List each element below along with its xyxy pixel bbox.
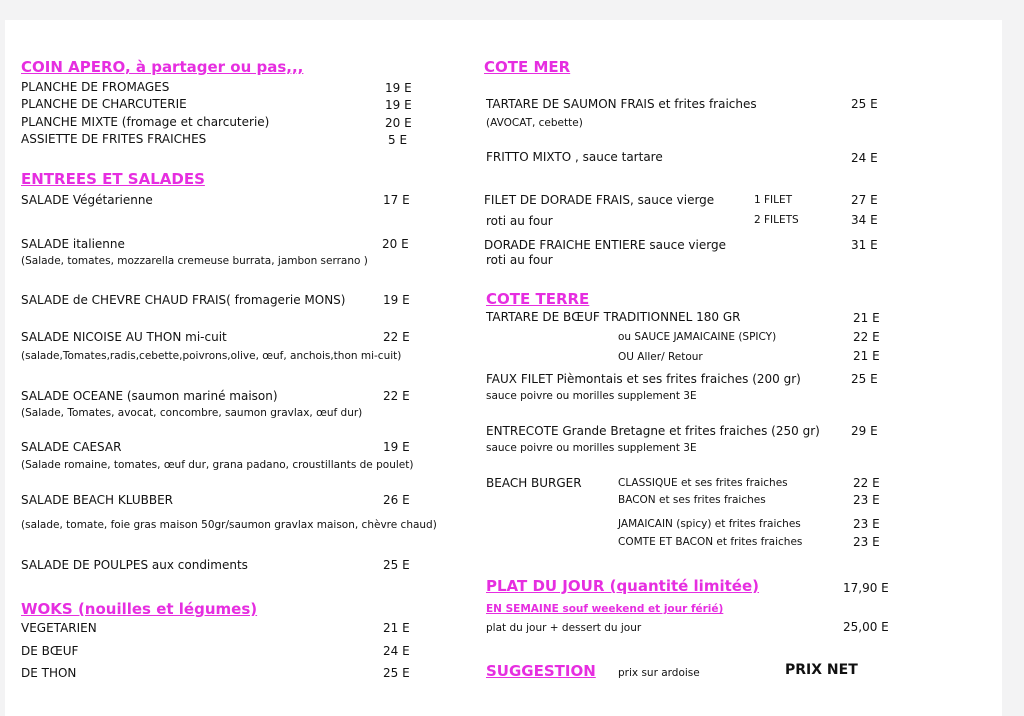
item-name: FAUX FILET Pièmontais et ses frites fraiches (200 gr): [486, 372, 801, 386]
item-option: 2 FILETS: [754, 214, 799, 226]
item-price: 25 E: [851, 372, 878, 386]
item-description: sauce poivre ou morilles supplement 3E: [486, 390, 697, 402]
item-line: roti au four: [486, 214, 553, 228]
item-option: COMTE ET BACON et frites fraiches: [618, 536, 803, 548]
item-description: sauce poivre ou morilles supplement 3E: [486, 442, 697, 454]
item-description: (AVOCAT, cebette): [486, 117, 583, 129]
item-name: ASSIETTE DE FRITES FRAICHES: [21, 132, 207, 146]
item-price: 21 E: [383, 621, 410, 635]
item-name: FILET DE DORADE FRAIS, sauce vierge: [484, 193, 715, 207]
plat-du-jour-subtitle: EN SEMAINE souf weekend et jour férié): [486, 603, 724, 615]
item-description: (salade,Tomates,radis,cebette,poivrons,olive, œuf, anchois,thon mi-cuit): [21, 350, 402, 362]
item-price: 24 E: [383, 644, 410, 658]
item-option: OU Aller/ Retour: [618, 351, 703, 363]
item-name: PLANCHE DE FROMAGES: [21, 80, 170, 94]
formule-price: 25,00 E: [843, 620, 889, 634]
section-title-plat-du-jour: PLAT DU JOUR (quantité limitée): [486, 577, 759, 595]
item-name: DORADE FRAICHE ENTIERE sauce vierge: [484, 238, 726, 252]
item-price: 20 E: [382, 237, 409, 251]
item-name: ENTRECOTE Grande Bretagne et frites fraiches (250 gr): [486, 424, 820, 438]
item-price: 19 E: [385, 98, 412, 112]
item-price: 22 E: [383, 330, 410, 344]
item-price: 25 E: [383, 558, 410, 572]
item-price: 20 E: [385, 116, 412, 130]
item-name: SALADE italienne: [21, 237, 125, 251]
section-title-mer: COTE MER: [484, 58, 571, 76]
item-price: 24 E: [851, 151, 878, 165]
item-name: SALADE DE POULPES aux condiments: [21, 558, 248, 572]
item-name: SALADE OCEANE (saumon mariné maison): [21, 389, 278, 403]
item-price: 29 E: [851, 424, 878, 438]
item-name: DE THON: [21, 666, 77, 680]
item-name: PLANCHE DE CHARCUTERIE: [21, 97, 187, 111]
item-price: 23 E: [853, 535, 880, 549]
item-price: 27 E: [851, 193, 878, 207]
item-name: PLANCHE MIXTE (fromage et charcuterie): [21, 115, 270, 129]
item-name: SALADE Végétarienne: [21, 193, 153, 207]
item-price: 23 E: [853, 493, 880, 507]
item-price: 19 E: [383, 440, 410, 454]
item-option: JAMAICAIN (spicy) et frites fraiches: [618, 518, 801, 530]
item-price: 22 E: [383, 389, 410, 403]
section-title-entrees: ENTREES ET SALADES: [21, 170, 205, 188]
item-name: SALADE BEACH KLUBBER: [21, 493, 174, 507]
item-price: 25 E: [383, 666, 410, 680]
item-line: roti au four: [486, 253, 553, 267]
item-price: 23 E: [853, 517, 880, 531]
item-option: ou SAUCE JAMAICAINE (SPICY): [618, 331, 777, 343]
item-name: SALADE de CHEVRE CHAUD FRAIS( fromagerie MONS): [21, 293, 346, 307]
item-description: (Salade romaine, tomates, œuf dur, grana padano, croustillants de poulet): [21, 459, 414, 471]
item-option: 1 FILET: [754, 194, 793, 206]
item-description: (salade, tomate, foie gras maison 50gr/saumon gravlax maison, chèvre chaud): [21, 519, 437, 531]
item-name: SALADE CAESAR: [21, 440, 122, 454]
item-price: 22 E: [853, 330, 880, 344]
menu-sheet: [5, 20, 1002, 716]
item-price: 21 E: [853, 311, 880, 325]
formule-label: plat du jour + dessert du jour: [486, 622, 642, 634]
item-name: TARTARE DE BŒUF TRADITIONNEL 180 GR: [486, 310, 741, 324]
section-title-apero: COIN APERO, à partager ou pas,,,: [21, 58, 304, 76]
item-option: CLASSIQUE et ses frites fraiches: [618, 477, 788, 489]
item-price: 17 E: [383, 193, 410, 207]
item-price: 31 E: [851, 238, 878, 252]
prix-net-label: PRIX NET: [785, 662, 858, 678]
item-price: 21 E: [853, 349, 880, 363]
item-option: BACON et ses frites fraiches: [618, 494, 766, 506]
item-price: 34 E: [851, 213, 878, 227]
item-description: (Salade, Tomates, avocat, concombre, saumon gravlax, œuf dur): [21, 407, 363, 419]
item-name: FRITTO MIXTO , sauce tartare: [486, 150, 663, 164]
item-name: TARTARE DE SAUMON FRAIS et frites fraiches: [486, 97, 757, 111]
item-name: DE BŒUF: [21, 644, 79, 658]
section-title-terre: COTE TERRE: [486, 290, 590, 308]
item-name: SALADE NICOISE AU THON mi-cuit: [21, 330, 227, 344]
item-price: 19 E: [383, 293, 410, 307]
plat-du-jour-price: 17,90 E: [843, 581, 889, 595]
item-description: (Salade, tomates, mozzarella cremeuse burrata, jambon serrano ): [21, 255, 368, 267]
item-price: 26 E: [383, 493, 410, 507]
section-title-suggestion: SUGGESTION: [486, 662, 596, 680]
section-title-woks: WOKS (nouilles et légumes): [21, 600, 258, 618]
item-name: VEGETARIEN: [21, 621, 97, 635]
item-name: BEACH BURGER: [486, 476, 582, 490]
item-price: 22 E: [853, 476, 880, 490]
item-price: 25 E: [851, 97, 878, 111]
item-price: 19 E: [385, 81, 412, 95]
item-price: 5 E: [388, 133, 408, 147]
suggestion-note: prix sur ardoise: [618, 667, 700, 679]
